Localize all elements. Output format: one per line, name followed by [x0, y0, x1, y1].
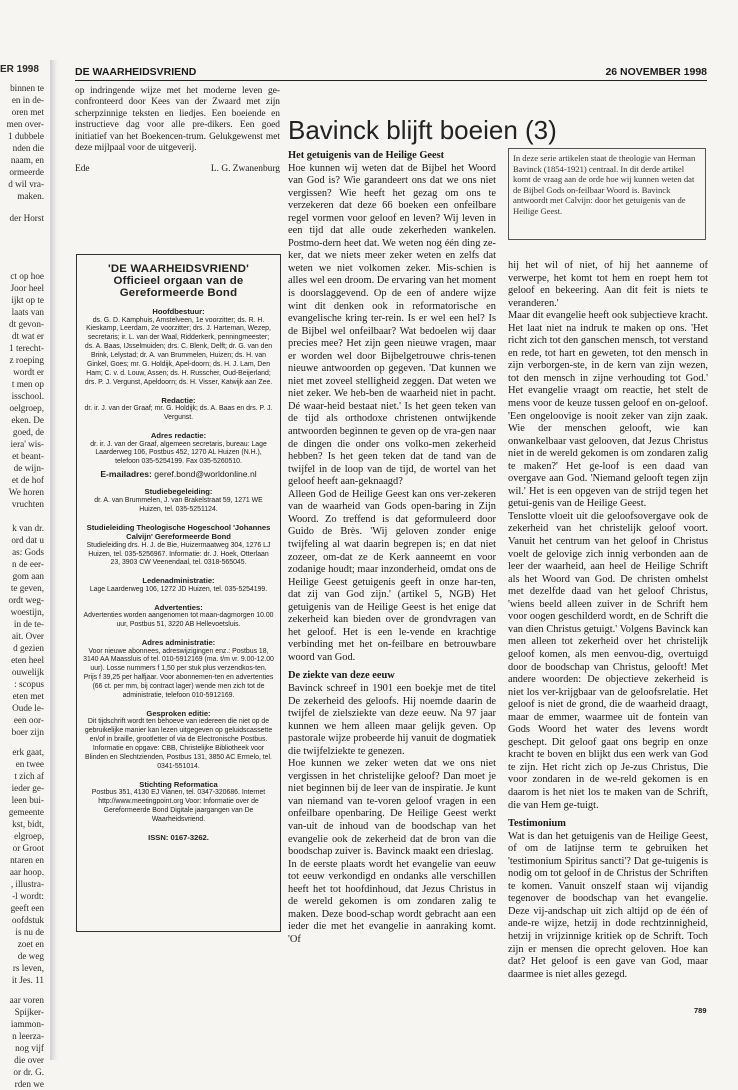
- left-page-line: Joor heel: [10, 283, 44, 293]
- signature-place: Ede: [75, 164, 90, 175]
- article-paragraph: Wat is dan het getuigenis van de Heilige Geest, of om de latijnse term te gebruiken het 'testimonium Spiritus sancti'? Dat ge-tuigenis is nodig om tot geloof in de Christus der Schriften te komen. Vanuit onszelf staan wij vijandig tegenover de boodschap van het evangelie. Deze vij-andschap uit zich altijd op de één of ande-re wijze, hetzij in dode rechtzinnigheid, hetzij in vrijzinnige kritiek op de Schrift. Toch zijn er mensen die oprecht geloven. Hoe kan dat? Het geloof is een gave van God, maar daarmee is niet alles gezegd.: [508, 830, 708, 980]
- left-page-line: aar hoop.: [9, 867, 44, 877]
- left-page-line: et beant-: [12, 451, 44, 461]
- colophon-section-text: dr. ir. J. van der Graaf; mr. G. Holdijk; ds. A. Baas en drs. P. J. Vergunst.: [84, 405, 273, 422]
- left-page-line: en in de-: [11, 95, 44, 105]
- left-page-line: 1 dubbele: [8, 131, 44, 141]
- left-page-line: ordt weg-: [8, 595, 44, 605]
- left-page-line: iera' wis-: [10, 439, 44, 449]
- left-page-lines-c: [0, 522, 44, 738]
- left-page-line: ieder ge-: [11, 783, 44, 793]
- left-page-line: ait. Over: [11, 631, 44, 641]
- left-page-line: maken.: [17, 191, 44, 201]
- left-page-line: goed, de: [12, 427, 44, 437]
- colophon-section-heading: Stichting Reformatica: [139, 779, 218, 789]
- left-page-line: Oude le-: [12, 703, 44, 713]
- left-page-line: We horen: [8, 487, 44, 497]
- left-page-line: naam, en: [10, 155, 44, 165]
- colophon-section: [77, 469, 280, 479]
- left-page-line: ct op hoe: [10, 271, 44, 281]
- left-page-line: kst, bidt,: [12, 819, 44, 829]
- colophon-section-heading: Redactie:: [161, 395, 196, 405]
- left-page-line: erk gaat,: [12, 747, 44, 757]
- left-page-line: elgroep,: [14, 831, 44, 841]
- colophon-section-heading: Studieleiding Theologische Hogeschool 'Johannes Calvijn' Gereformeerde Bond: [86, 522, 271, 542]
- left-page-line: dt gevon-: [9, 319, 44, 329]
- left-page-line: d wil vra-: [8, 179, 44, 189]
- colophon-section: [77, 396, 280, 423]
- left-page-line: laats van: [11, 307, 44, 317]
- email-address[interactable]: geref.bond@worldonline.nl: [154, 469, 257, 480]
- left-page-line: zoet en: [17, 939, 44, 949]
- left-page-line: -l wordt:: [12, 891, 44, 901]
- left-page-line: dt wat er: [11, 331, 44, 341]
- colophon-section: [77, 307, 280, 388]
- left-page-line: een oor-: [13, 715, 44, 725]
- left-page-line: ord dat u: [11, 535, 44, 545]
- left-page-lines-d: [0, 746, 44, 986]
- page-number: 789: [694, 1006, 707, 1015]
- article-paragraph: Bavinck schreef in 1901 een boekje met de titel De zekerheid des geloofs. Hij noemde daarin de twijfel de zielsziekte van deze eeuw. Na 97 jaar kunnen we hem alleen maar gelijk geven. Op pastorale wijze probeerde hij vanuit de dogmatiek die twijfelziekte te genezen.: [288, 682, 496, 757]
- left-page-line: k van dr.: [12, 523, 44, 533]
- colophon-section: [77, 431, 280, 467]
- left-page-line: die over: [14, 1055, 44, 1065]
- left-page-line: te geven,: [10, 583, 44, 593]
- article-title: Bavinck blijft boeien (3): [288, 115, 557, 145]
- colophon-section-text: dr. ir. J. van der Graaf, algemeen secretaris, bureau: Lage Laarderweg 106, Postbus 452, 1270 AL Huizen (N.H.), telefoon 035-5254199. Fax 035-5260510.: [90, 440, 267, 466]
- left-page-line: oofdstuk: [11, 915, 44, 925]
- colophon-section-text: dr. A. van Brummelen, J. van Brakelstraat 59, 1271 WE Huizen, tel. 035-5251124.: [94, 496, 263, 513]
- left-page-line: in de te-: [13, 619, 44, 629]
- left-page-sliver: [0, 64, 44, 1089]
- left-page-line: n de eer-: [12, 559, 44, 569]
- article-column-right: [508, 260, 708, 981]
- left-page-line: ouwelijk: [11, 667, 44, 677]
- colophon-section-heading: Studiebegeleiding:: [144, 487, 213, 497]
- article-paragraph: In de eerste plaats wordt het evangelie van eeuw tot eeuw verkondigd en ondanks alle verschillen heeft het tot hoofdinhoud, dat Jezus Christus in de wereld gekomen is om zondaren zalig te maken. Deze bood-schap wordt gebracht aan een ieder die met het evangelie in aanraking komt. 'Of: [288, 858, 496, 945]
- article-paragraph: hij het wil of niet, of hij het aanneme of verwerpe, het komt tot hem en roept hem tot geloof en bekeering. Aan dit feit is niets te veranderen.': [508, 260, 708, 309]
- colophon-section: [77, 487, 280, 514]
- left-page-line: isschool.: [11, 391, 44, 401]
- colophon-section-text: ds. G. D. Kamphuis, Amstelveen, 1e voorzitter; ds. R. H. Kieskamp, Leerdam, 2e voorzitter; drs. J. Harteman, Wezep, secretaris; ir. L. van der Waal, Ridderkerk, penningmeester; ds. A. Baas, IJsselmuiden; drs. C. Blenk, Delft; dr. G. van den Brink, Lelystad; dr. A. van Brummelen, Huizen; ds. H. van Ginkel, Goes; mr. G. Holdijk, Apel-doorn; ds. H. J. Lam, Den Ham; C. v. d. Louw, Assen; ds. H. Russcher, Oud-Beijerland; drs. P. J. Vergunst, Apeldoorn; ds. H. Visser, Katwijk aan Zee.: [84, 316, 273, 386]
- left-page-line: ormeerde: [9, 167, 44, 177]
- left-page-line: nden die: [12, 143, 44, 153]
- left-page-line: n leerza-: [12, 1031, 44, 1041]
- left-page-lines-e: [0, 994, 44, 1090]
- left-page-line: de weg: [17, 951, 44, 961]
- article-paragraph: Hoe kunnen we zeker weten dat we ons niet vergissen in het christelijke geloof? Dan moet je niet beginnen bij de leer van de inspiratie. Je kunt van niemand van te-voren geloof vragen in een onfeilbare openbaring. De Heilige Geest werkt van-uit de inhoud van de boodschap van het evangelie ook de zekerheid dat de bron van die boodschap zuiver is. Bavinck maakt een drieslag.: [288, 758, 496, 858]
- left-page-line: ijkt op te: [11, 295, 44, 305]
- left-page-line: t zich af: [14, 771, 44, 781]
- left-page-line: binnen te: [10, 83, 44, 93]
- left-page-line: aar voren: [9, 995, 44, 1005]
- colophon-sections: [77, 307, 280, 843]
- email-label: E-mailadres:: [100, 469, 152, 480]
- left-page-line: eten met: [12, 691, 44, 701]
- left-page-line: Spijker-: [14, 1007, 44, 1017]
- book-gutter: [50, 60, 60, 1060]
- article-paragraph: Maar dit evangelie heeft ook subjectieve kracht. Het laat niet na indruk te maken op ons. 'Het richt zich tot den ganschen mensch, tot verstand en rede, tot hart en geweten, tot den mensch in zijn verborgen-ste, in de kern van zijn wezen, tot den mensch in zijne verhouding tot God.' Het evangelie vraagt om reactie, het stelt de mens voor de keuze tussen geloof en on-geloof. 'Een ongeloovige is nooit zeker van zijn zaak. Wie der menschen gelooft, wie kan onwankelbaar vast gelooven, dat Jezus Christus niet in de wereld gekomen is om zondaren zalig te maken?' Het ge-loof is een daad van overgave aan God. 'Niemand gelooft tegen zijn wil.' Het is een opgeven van de strijd tegen het getui-genis van de Heilige Geest.: [508, 310, 708, 510]
- running-header: [75, 64, 707, 81]
- colophon-section-text: Lage Laarderweg 106, 1272 JD Huizen, tel. 035-5254199.: [89, 585, 268, 593]
- left-page-line: iammon-: [10, 1019, 44, 1029]
- publication-name: DE WAARHEIDSVRIEND: [75, 66, 197, 78]
- left-page-line: or Groot: [12, 843, 44, 853]
- left-page-line: oren met: [11, 107, 44, 117]
- left-page-line: en twee: [15, 759, 44, 769]
- colophon-title-line2: Officieel orgaan van de Gereformeerde Bond: [113, 275, 244, 299]
- left-page-line: is nu de: [15, 927, 44, 937]
- colophon-section: [77, 603, 280, 630]
- left-page-line: wordt er: [13, 367, 44, 377]
- left-page-line: , illustra-: [10, 879, 44, 889]
- left-page-line: eten heel: [11, 655, 44, 665]
- left-page-line: rs leven,: [12, 963, 44, 973]
- article-paragraph: Hoe kunnen wij weten dat de Bijbel het Woord van God is? Wie garandeert ons dat we ons niet vergissen? Wie heeft het gezag om ons te verzekeren dat deze 66 boeken een onfeilbare regel vormen voor geloof en leven? Wij leven in een tijd dat alle oude zekerheden wankelen. Postmo-dern heet dat. We weten nog één ding ze-ker, dat we niets meer zeker weten en zelfs dat weten we niet volkomen zeker. Mis-schien is alles wel een droom. De ervaring van het moment is doorslaggevend. Op de een of andere wijze wint dit denken ook in reformatorische en evangelische kring ter-rein. Is er wel een hel? Is de Bijbel wel onfeilbaar? Wat bedoelen wij daar precies mee? Het zijn geen nieuwe vragen, maar er worden wel door Bijbelgetrouwe chris-tenen nieuwe antwoorden op gegeven. 'Dat kunnen we niet met zoveel stelligheid zeggen. Dat weten we niet zeker. We heb-ben de waarheid niet in pacht. Dé waar-heid bestaat niet.' Is het geen teken van de tijd als orthodoxe christenen ontwijkende antwoorden beginnen te geven op de vra-gen naar de dingen die onder ons volko-men zekerheid hebben? Is het geen teken dat de tand van de twijfel in de loop van de tijd, de wortel van het geloof heeft aan-geknaagd?: [288, 162, 496, 488]
- left-page-line: ntaren en: [10, 855, 44, 865]
- left-page-line: 1 terecht-: [9, 343, 44, 353]
- previous-article-text: op indringende wijze met het moderne leven ge-confronteerd door Kees van der Zwaard met zijn scherpzinnige teksten en liedjes. Een boeiende en instructieve dag voor alle pre-dikers. Een goed initiatief van het Boekencen-trum. Gelukgewenst met deze mijlpaal voor de uitgeverij.: [75, 86, 280, 154]
- colophon-section-heading: Adres redactie:: [150, 431, 207, 441]
- left-page-line: as: Gods: [12, 547, 44, 557]
- colophon-section-heading: Advertenties:: [154, 602, 203, 612]
- colophon-section-text: Advertenties worden aangenomen tot maan-dagmorgen 10.00 uur, Postbus 51, 3220 AB Hellevoetsluis.: [83, 612, 274, 629]
- left-page-line: t men op: [11, 379, 44, 389]
- colophon-title: [77, 263, 280, 299]
- article-subheading: Testimonium: [508, 818, 566, 830]
- left-page-line: eken. De: [11, 415, 44, 425]
- article-paragraph: Tenslotte vloeit uit die geloofsovergave ook de zekerheid van het christelijk geloof voort. Vanuit het centrum van het geloof in Christus voelt de gelovige zich innig verbonden aan de leer der waarheid, aan heel de Heilige Schrift als het Woord van God. De christen omhelst met dezelfde daad van het geloof Christus, 'wiens beeld alleen zuiver in de Schrift hem voor oogen geschilderd wordt, en de Schrift die van dien Christus getuigt.' Volgens Bavinck kan men alleen tot zekerheid over het christelijk geloof komen, als men eenvou-dig, overtuigd door de boodschap van Christus, gelooft! Met andere woorden: De objectieve zekerheid is niet los ver-krijgbaar van de geloofsrelatie. Het geloof is niet de grond, die de waarheid draagt, maar de emmer, waarmee uit de fontein van Gods Woord het water des levens wordt geschept. Dit geloof gaat ons begrip en onze kracht te boven en blijkt dus een werk van God te zijn. Het richt zich op Je-zus Christus, Die voor zondaren in de we-reld gekomen is en daarom is het niet los te maken van de Schrift, die van Hem ge-tuigt.: [508, 510, 708, 811]
- colophon-title-line1: 'DE WAARHEIDSVRIEND': [107, 263, 250, 275]
- article-subheading: De ziekte van deze eeuw: [288, 670, 395, 682]
- colophon-section: [77, 576, 280, 594]
- colophon-section: [77, 638, 280, 701]
- left-page-line: nog vijf: [15, 1043, 44, 1053]
- article-column-left: [288, 150, 496, 946]
- colophon-section: [77, 833, 280, 843]
- colophon-section-heading: Hoofdbestuur:: [152, 307, 205, 316]
- colophon-section-text: Voor nieuwe abonnees, adreswijzigingen enz.: Postbus 18, 3140 AA Maassluis of tel. 010-5912169 (ma. t/m vr. 9.00-12.00 uur). Losse nummers f 1,50 per stuk plus verzendkos-ten. Prijs f 39,25 per halfjaar. Voor abonnemen-ten en advertenties (66 ct. per mm, bij contract lager) wende men zich tot de administratie, telefoon 010-5912169.: [83, 647, 274, 700]
- left-page-line: men over-: [6, 119, 44, 129]
- colophon-section-text: Postbus 351, 4130 EJ Vianen, tel. 0347-320686. Internet http://www.meetingpoint.org Voor: Informatie over de Gereformeerde Bond Digitale jaargangen van De Waarheidsvriend.: [91, 789, 266, 824]
- left-page-line: boer zijn: [11, 727, 44, 737]
- article-intro-box: In deze serie artikelen staat de theologie van Herman Bavinck (1854-1921) centraal. In dit derde artikel komt de vraag aan de orde hoe wij kunnen weten dat de Bijbel Gods on-feilbaar Woord is. Bavinck antwoordt met Calvijn: door het getuigenis van de Heilige Geest.: [508, 148, 706, 240]
- left-page-line: de wijn-: [13, 463, 44, 473]
- left-page-header: ER 1998: [0, 64, 39, 75]
- left-page-lines-b: [0, 270, 44, 510]
- left-page-line: oelgroep,: [9, 403, 44, 413]
- left-page-signature: der Horst: [9, 213, 44, 223]
- left-page-line: rden we: [14, 1079, 44, 1089]
- left-page-line: vruchten: [11, 499, 44, 509]
- left-page-line: gemeente: [8, 807, 44, 817]
- left-page-line: woestijn,: [10, 607, 44, 617]
- left-page-line: leen bui-: [11, 795, 44, 805]
- colophon-box: [76, 254, 281, 932]
- colophon-section-text: Dit tijdschrift wordt ten behoeve van iedereen die niet op de gebruikelijke manier kan lezen uitgegeven op geluidscassette en/of in braille, grootletter of via de Electronische Postbus. Informatie en opgave: CBB, Christelijke Bibliotheek voor Blinden en Slechtzienden, Postbus 131, 3850 AC Ermelo, tel. 0341-551014.: [84, 718, 273, 770]
- left-page-lines-a: [0, 82, 44, 202]
- left-page-line: it Jes. 11: [11, 975, 44, 985]
- colophon-section: [77, 780, 280, 825]
- left-page-line: : scopus: [14, 679, 44, 689]
- left-page-line: d gezien: [13, 643, 44, 653]
- previous-article-signature: [75, 164, 280, 175]
- signature-author: L. G. Zwanenburg: [210, 164, 280, 175]
- colophon-section-heading: Adres administratie:: [141, 638, 216, 648]
- issue-date: 26 NOVEMBER 1998: [605, 66, 707, 78]
- left-page-line: geeft een: [10, 903, 44, 913]
- colophon-section-heading: ISSN: 0167-3262.: [148, 833, 209, 843]
- colophon-section-heading: Ledenadministratie:: [142, 576, 215, 586]
- colophon-section-heading: Gesproken editie:: [146, 708, 211, 718]
- previous-article-ending: [75, 86, 280, 176]
- colophon-section: [77, 523, 280, 569]
- left-page-line: or dr. G.: [13, 1067, 44, 1077]
- article-paragraph: Alleen God de Heilige Geest kan ons ver-zekeren van de waarheid van Gods open-baring in Zijn Woord. Zo treffend is dat geformuleerd door Guido de Brès. 'Wij geloven zonder enige twijfeling al wat daarin begrepen is; en dat niet zozeer, om-dat ze de Kerk aanneemt en voor zodanige houdt; maar inzonderheid, omdat ons de Heilige Geest getuigenis geeft in onze har-ten, dat zij van God zijn.' (artikel 5, NGB) Het getuigenis van de Heilige Geest is het enige dat zekerheid kan bieden over de grondvragen van het geloof. Het is een le-vende en krachtige verbinding met het on-feilbare en betrouwbare woord van God.: [288, 488, 496, 663]
- left-page-line: z roeping: [9, 355, 44, 365]
- colophon-section: [77, 709, 280, 772]
- article-subheading: Het getuigenis van de Heilige Geest: [288, 150, 445, 161]
- left-page-line: gom aan: [12, 571, 44, 581]
- left-page-line: et de hof: [11, 475, 44, 485]
- colophon-section-text: Studieleiding drs. H. J. de Bie, Huizermaatweg 304, 1276 LJ Huizen, tel. 035-5256967. Informatie: dr. J. Hoek, Otterlaan 23, 3903 CW Veenendaal, tel. 0318-565045.: [86, 541, 271, 567]
